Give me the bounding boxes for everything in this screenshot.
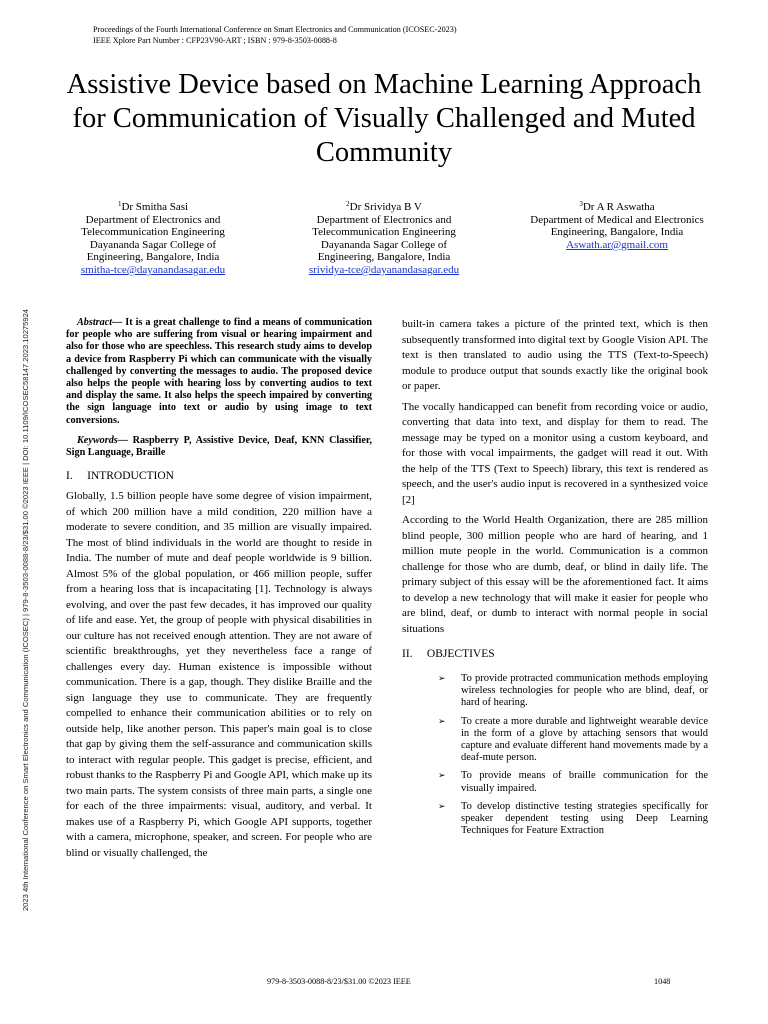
author-institution: Dayananda Sagar College of	[89, 238, 217, 251]
arrow-bullet-icon: ➢	[438, 674, 446, 684]
author-city: Engineering, Bangalore, India	[317, 251, 451, 264]
author-department-2: Telecommunication Engineering	[81, 226, 225, 239]
abstract	[66, 317, 372, 427]
page-number: 1048	[654, 977, 671, 986]
author-department: Department of Electronics and	[85, 213, 221, 226]
intro-paragraph-2: built-in camera takes a picture of the printed text, which is then subsequently transformed into digital text by Google Vision API. The text is then translated to audio using the TTS (Text-to-Speech) module to produce output that sounds exactly like the original book or paper.	[402, 318, 708, 392]
objective-item: ➢ To develop distinctive testing strategies specifically for speaker dependent testing using Deep Learning Techniques for Feature Extraction	[438, 800, 708, 837]
intro-paragraph-1: Globally, 1.5 billion people have some degree of vision impairment, of which 200 million have a mild condition, 220 million have a moderate to severe condition, and 35 million are visually impaired. The most of blind individuals in the world are thought to reside in India. The number of mute and deaf people worldwide is 9 billion. Almost 5% of the global population, or 466 million people, suffer from a hearing loss that is incapacitating [1]. Technology is always evolving, and over the past few decades, it has improved our quality of life and ease. Yet, the group of people with physical disabilities in our culture has not received enough attention. They are not aware of scientific breakthroughs, yet they nevertheless face a range of challenges every day. Human existence is impossible without communication. There is a gap, though. They dislike Braille and the sign language they use to communicate. They are frequently compelled to enhance their communication abilities or to rely on outside help, like another person. This paper's main goal is to close that gap by giving them the self-assurance and communication skills to interact with regular people. This gadget is precise, efficient, and robust thanks to the Raspberry Pi and Google API, which make up its two main parts. The system consists of three main parts, a single one for each of the three impairments: visual, auditory, and verbal. It makes use of a Raspberry Pi, which Google API supports, together with a camera, microphone, speaker, and screen. For people who are blind or visually challenged, the	[66, 490, 372, 859]
keywords-text: Raspberry P, Assistive Device, Deaf, KNN Classifier, Sign Language, Braille	[66, 434, 372, 459]
abstract-label: Abstract—	[77, 317, 123, 328]
objective-item: ➢ To create a more durable and lightweight wearable device in the form of a glove by attaching sensors that would capture and evaluate different hand movements made by a deaf-mute person.	[438, 715, 708, 764]
intro-paragraph-4: According to the World Health Organization, there are 285 million blind people, 300 million people who are hard of hearing, and 1 million mute people in the world. Communication is a common challenge for those who are dumb, deaf, or blind in daily life. The primary subject of this essay will be the aforementioned fact. It aims to develop a new technology that will make it easier for people who are blind, deaf, or dumb to interact with normal people in social situations	[402, 514, 708, 635]
footer-copyright: 979-8-3503-0088-8/23/$31.00 ©2023 IEEE	[267, 977, 411, 986]
right-column	[402, 317, 708, 843]
objective-item: ➢ To provide means of braille communication for the visually impaired.	[438, 770, 708, 794]
arrow-bullet-icon: ➢	[438, 716, 446, 727]
section-heading-introduction: I. INTRODUCTION	[66, 470, 174, 483]
arrow-bullet-icon: ➢	[438, 801, 446, 812]
objective-item: ➢ To provide protracted communication methods employing wireless technologies for people who are blind, deaf, or hard of hearing.	[438, 673, 708, 709]
author-email-link[interactable]: Aswath.ar@gmail.com	[566, 238, 668, 251]
left-column	[66, 317, 372, 866]
objectives-list	[438, 673, 708, 837]
section-heading-objectives: II. OBJECTIVES	[402, 648, 495, 660]
author-institution: Dayananda Sagar College of	[320, 238, 448, 251]
author-block-1	[33, 201, 273, 277]
arrow-bullet-icon: ➢	[438, 771, 446, 782]
author-department: Department of Electronics and	[316, 213, 452, 226]
author-department-2: Engineering, Bangalore, India	[550, 226, 684, 239]
paper-title: Assistive Device based on Machine Learning Approach for Communication of Visually Challenged and Muted Community	[66, 69, 702, 168]
conference-header: Proceedings of the Fourth International Conference on Smart Electronics and Communication (ICOSEC-2023)	[93, 25, 457, 34]
author-email-link[interactable]: srividya-tce@dayanandasagar.edu	[308, 263, 460, 276]
ieee-part-number: IEEE Xplore Part Number : CFP23V90-ART ; ISBN : 979-8-3503-0088-8	[93, 36, 337, 45]
author-name: $^2$Dr Srividya B V	[346, 200, 422, 213]
keywords-label: Keywords—	[77, 434, 128, 446]
author-block-3	[497, 201, 737, 251]
author-name: $^1$Dr Smitha Sasi	[117, 200, 189, 213]
side-doi-banner: 2023 4th International Conference on Smart Electronics and Communication (ICOSEC) | 979-8-3503-0088-8/23/$31.00 ©2023 IEEE | DOI: 10.1109/ICOSEC58147.2023.10275924	[21, 308, 30, 912]
author-block-2	[264, 201, 504, 277]
author-department-2: Telecommunication Engineering	[312, 226, 456, 239]
author-email-link[interactable]: smitha-tce@dayanandasagar.edu	[80, 263, 226, 276]
keywords	[66, 435, 372, 459]
author-city: Engineering, Bangalore, India	[86, 251, 220, 264]
intro-paragraph-3: The vocally handicapped can benefit from recording voice or audio, converting that data into text, and display for them to read. The message may be typed on a monitor using a custom keyboard, and for those with vocal impairments, the gadget will read it out. With the help of the TTS (Text to Speech) library, this text is rendered as speech, and the user's audio input is recovered in a synthesized voice [2]	[402, 400, 708, 506]
abstract-text: It is a great challenge to find a means of communication for people who are suffering from visual or hearing impairment and also for those who are speechless. This research study aims to develop a device from Raspberry Pi which can communicate with the visually challenged by converting the messages to audio. The proposed device also helps the people with hearing loss by converting audios to text and display the same. It also helps the speech impaired by converting the sign language into text or audio by using image to text conversions.	[66, 317, 372, 426]
author-name: $^3$Dr A R Aswatha	[579, 200, 655, 213]
author-department: Department of Medical and Electronics	[530, 213, 704, 226]
